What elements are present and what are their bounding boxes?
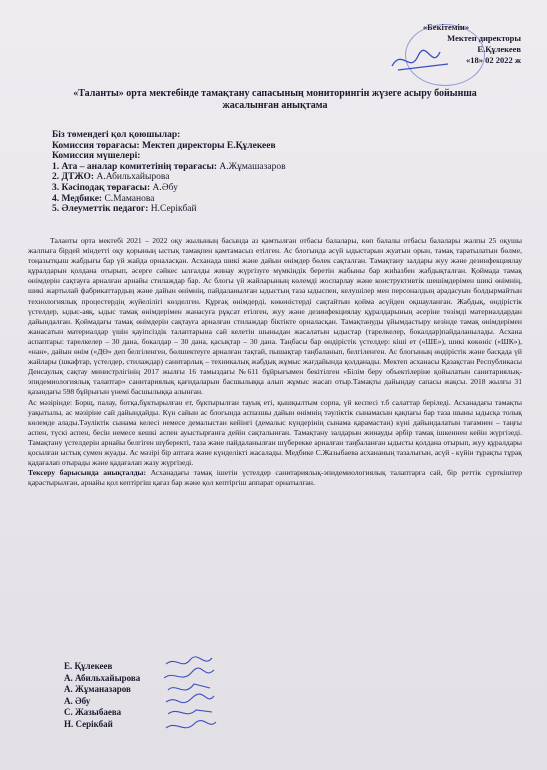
signer-name: Н. Серікбай <box>64 718 113 729</box>
signatures-ink <box>160 654 220 738</box>
approval-title: «Бекітемін» <box>422 22 470 32</box>
paragraph-facilities: Таланты орта мектебі 2021 – 2022 оқу жылының басында аз қамтылған отбасы балалары, көп балалы отбасы балалары жалпы 25 оқушы жалпыға бірдей міндетті оқу қорының ыстық тамақпен қамтамасыз етілген. Ас блогында асүй ыдыстарын жуатын орын, тамақ таратылатын бөлме, тоңазытқыш жабдығы бар үй жайда орналасқан. Асханада шикі және дайын өнімдер бөлек сақталған. Тамақтану залдары жуу және дезинфекциялау құралдарын қолдана отырып, әсерге сәйкес ылғалды жинау жүргізуге мүмкіндік беретін жабыны бар жиһазбен жабдықталған. Қоймада тамақ өнімдерін сақтауға арналған арнайы стилаждар бар. Ас блогы үй жайларының көлемді жоспарлау және конструктивтік шешімдерімен шикі өнімнің, шикі жартылай фабрикаттардың және дайын өнімнің, пайдаланылған ыдыстың таза ыдыспен, келушілер мен персоналдың арадасуын болдырмайтын технологиялық процестердің жүйелілігі көзделген. Құрғақ өнімдерді, көкөністерді сақтайтын қойма асүйден оқшауланған. Жабдық, өндірістік үстелдер, ыдыс-аяқ, ыдыс тамақ өнімдерімен жанасуға рұқсат етілген, жуу және дезинфекциялау құралдарының әсеріне төзімді материалдардан дайындалған. Қоймадағы тамақ өнімдерін сақтауға арналған стилаждар біктікте орналасқан. Тамақтануды ұйымдастыру кезінде тамақ өнімдерімен жанасатын материалдар үшін қауіпсіздік талаптарына сай келетін шыныдан жасалатын ыдыстар (тарелкелер, бокалдар)пайдаланылады. Асхана аспаптары: тарелкелер – 30 дана, бокалдар – 30 дана, қасықтар – 30 дана. Таңбасы бар өндірістік үстелдер: кіші ет («ШЕ»), шикі көкөніс («ШК»), «нан», дайын өнім («ДӨ» деп белгіленген, бөлшектеуге арналған тақтай, пышақтар таңбаланып, белгіленген. Ас блогының өндірістік және басқада үй жайлары (шкафтар, үстелдер, стилаждар) санитарлық – техникалық жабдық жұмыс жағдайында қолданады. Мектеп асханасы Қазақстан Республикасы Денсаулық сақтау министрлігінің 2017 жылғы 16 тамыздағы №611 бұйрығымен бекітілген «Білім беру объектілеріне қойылатын санитариялық-эпидемиологиялық талаптар» санитариялық қағидаларын басшылыққа алып жұмыс жасап отыр.Тамақты дайындау сапасы жақсы. 2018 жылғы 31 қазандағы 598 бұйрығын үнемі басшылыққа алынған. <box>28 236 522 397</box>
approval-role: Мектеп директоры <box>447 33 521 43</box>
conclusion-text: Асханадағы тамақ ішетін үстелдер санитариялық-эпидемиологиялық талаптарға сай, бір реттік сүрткіштер қарастырылған, арнайы қол кептіргіш қағаз бар және қол кептіргіш аппарат орнатылған. <box>28 468 522 488</box>
signers-list <box>64 661 140 731</box>
approval-date: «18» 02 2022 ж <box>465 55 521 65</box>
members-list <box>52 162 492 215</box>
intro-line-members: Комиссия мүшелері: <box>52 151 141 162</box>
paragraph-menu: Ас мәзірінде: Борщ, палау, ботқа,бұктырылған ет, бұктырылған тауық еті, қышқылтым сорпа, үй кеспесі т.б салаттар беріледі. Асханадағы тамақты уақытылы, ас мәзіріне сай дайындайды. Күн сайын ас блогында аспазшы дайын өнімнің тәуліктік сынамасын қақпағы бар таза шыны ыдысқа толық көлемде алады.Тәуліктік сынама келесі немесе демалыстан кейінгі (демалыс күндерінің сынама қарамастан) күні дайындалатын тағамнен – таңғы аспен, түскі аспен, бесін немесе кешкі аспен ауыстырғанға дейін сақталынған. Тамақтану залдарын жинауды әрбір тамақ ішкеннен кейін жүргізеді. Тамақтану үстелдерін арнайы белгіген шүберекті, таза және пайдаланылған шүберекке арналған таңбаланған ыдысты қолдана отырып, жуу құралдары қосылған ыстық сумен жуады. Ас мәзірі бір аптаға және күнделікті жасалады. Медбике С.Жазыбаева асхананың тазалығын, асүй - күйін тұрақты тұрақ қадағалап отырады және қадағалап жазу жүргізеді. <box>28 397 522 468</box>
document-title: «Таланты» орта мектебінде тамақтану сапасының мониторингін жүзеге асыру бойынша жасалынған анықтама <box>73 88 477 111</box>
paragraph-conclusion <box>28 468 522 488</box>
report-body <box>28 236 522 488</box>
member-item: 5. Әлеуметтік педагог: Н.Серікбай <box>52 204 197 215</box>
signer-name: Е. Құлекеев <box>64 661 113 671</box>
member-item: 4. Медбике: С.Маманова <box>52 193 155 204</box>
member-item: 2. ДТЖО: А.Абильхайырова <box>52 172 170 183</box>
signer-name: С. Жазыбаева <box>64 707 122 718</box>
director-signature <box>388 44 458 78</box>
signer-name: А. Абильхайырова <box>64 672 141 683</box>
member-item: 3. Кәсіподақ төрағасы: А.Әбу <box>52 182 178 193</box>
conclusion-label: Тексеру барысында анықталды: <box>28 468 146 478</box>
intro-line-signers: Біз төмендегі қол қоюшылар: <box>52 130 181 140</box>
intro-line-chair: Комиссия төрағасы: Мектеп директоры Е.Құлекеев <box>52 140 276 151</box>
signer-name: А. Әбу <box>64 695 91 706</box>
approval-name: Е.Құлекеев <box>477 44 521 54</box>
member-item: 1. Ата – аналар комитетінің төрағасы: А.Жұмашазаров <box>52 161 286 172</box>
intro-section <box>52 130 492 215</box>
signer-name: А. Жұманазаров <box>64 684 131 695</box>
